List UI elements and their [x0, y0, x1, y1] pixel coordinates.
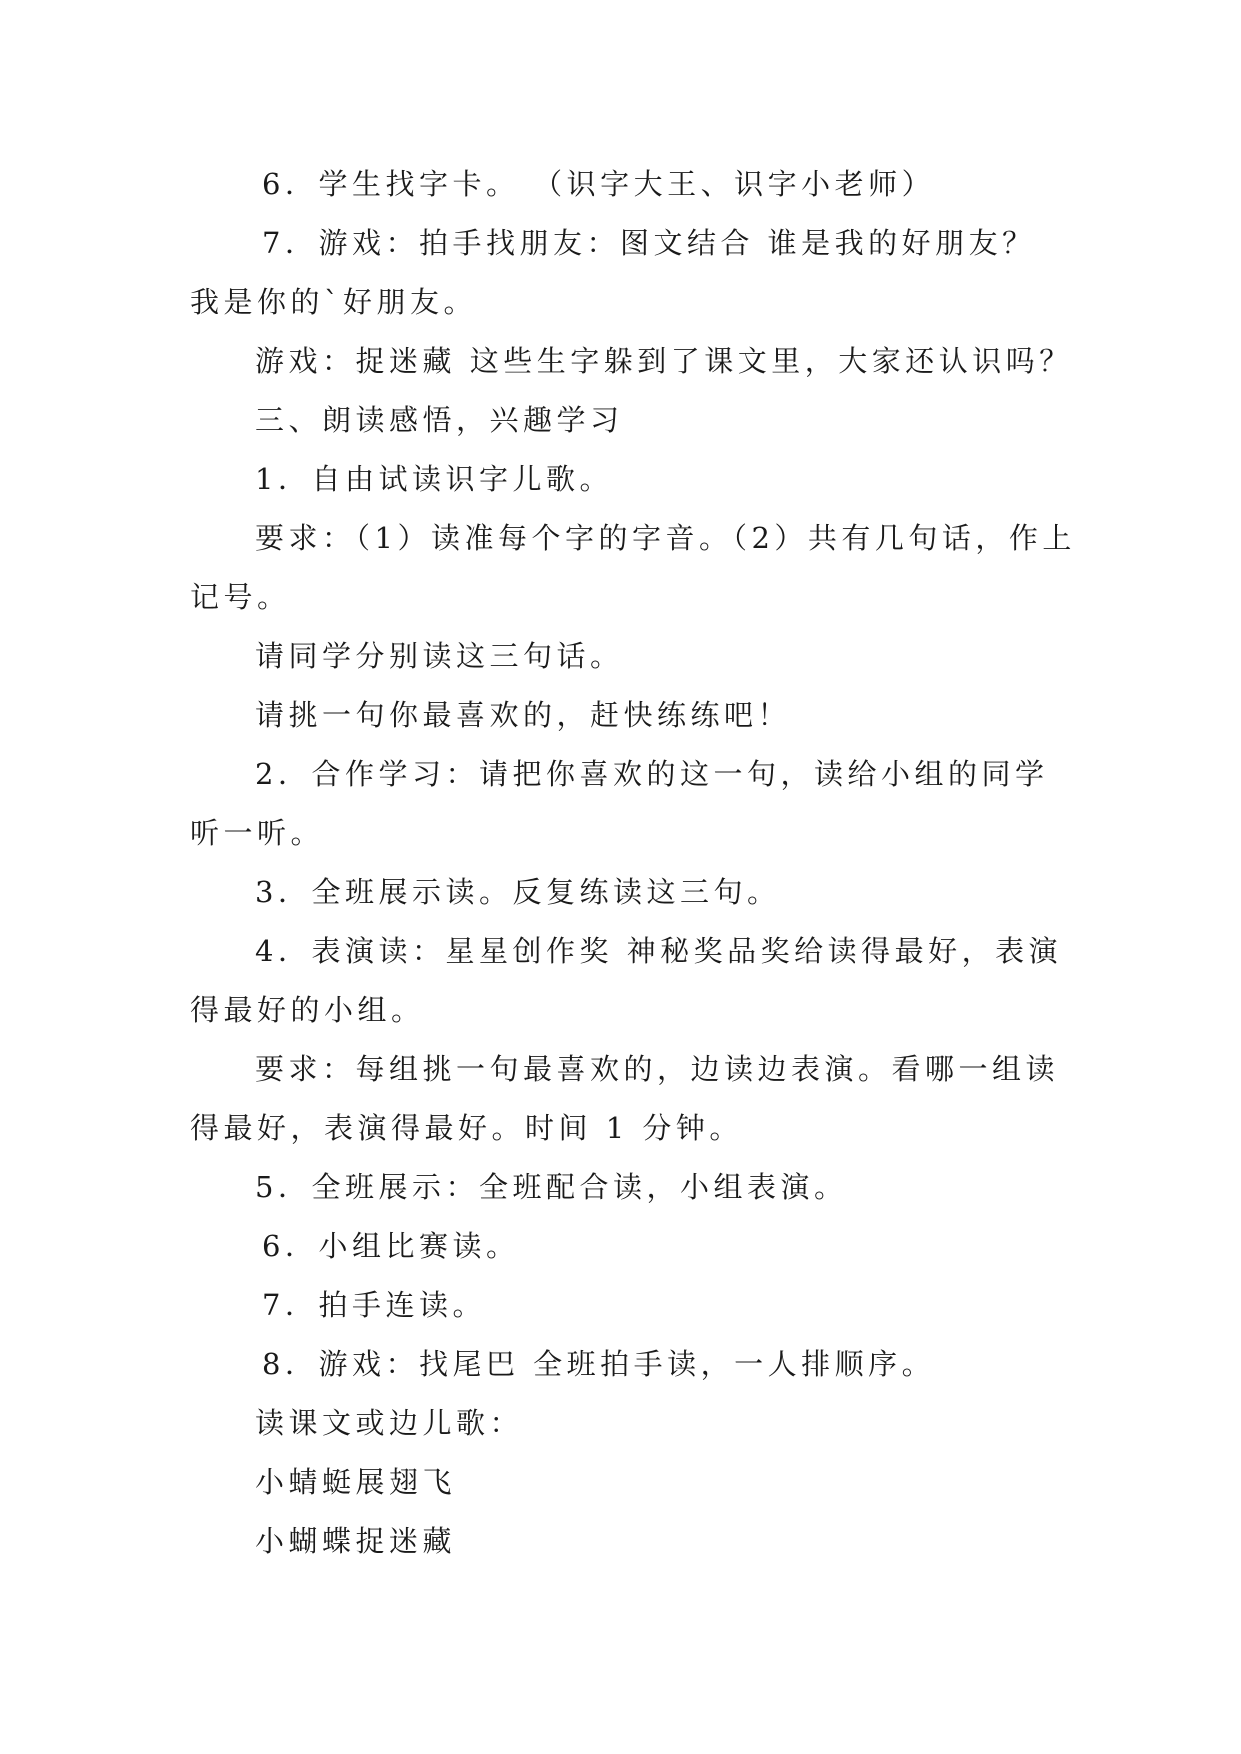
text-line: 得最好的小组。 — [190, 993, 425, 1027]
text-line: 游戏：捉迷藏 这些生字躲到了课文里，大家还认识吗？ — [255, 344, 1073, 378]
text-line: 小蝴蝶捉迷藏 — [255, 1524, 457, 1558]
text-line: 请同学分别读这三句话。 — [255, 639, 624, 673]
text-line: 2．合作学习：请把你喜欢的这一句，读给小组的同学 — [255, 757, 1049, 791]
text-line: 4．表演读：星星创作奖 神秘奖品奖给读得最好，表演 — [255, 934, 1063, 968]
text-line: 7．游戏：拍手找朋友：图文结合 谁是我的好朋友？ — [262, 226, 1036, 260]
text-line: 8．游戏：找尾巴 全班拍手读，一人排顺序。 — [262, 1347, 936, 1381]
text-line: 要求：每组挑一句最喜欢的，边读边表演。看哪一组读 — [255, 1052, 1060, 1086]
text-line: 3．全班展示读。反复练读这三句。 — [255, 875, 781, 909]
text-line: 读课文或边儿歌： — [255, 1406, 524, 1440]
text-line: 5．全班展示：全班配合读，小组表演。 — [255, 1170, 848, 1204]
section-heading: 三、朗读感悟，兴趣学习 — [255, 403, 624, 437]
text-line: 请挑一句你最喜欢的，赶快练练吧！ — [255, 698, 792, 732]
text-line: 7．拍手连读。 — [262, 1288, 486, 1322]
text-line: 我是你的`好朋友。 — [190, 285, 478, 319]
text-line: 记号。 — [190, 580, 291, 614]
text-line: 要求：（1）读准每个字的字音。（2）共有几句话，作上 — [255, 521, 1076, 555]
text-line: 听一听。 — [190, 816, 325, 850]
text-line: 得最好，表演得最好。时间 1 分钟。 — [190, 1111, 743, 1145]
text-line: 小蜻蜓展翅飞 — [255, 1465, 457, 1499]
text-line: 6．学生找字卡。 （识字大王、识字小老师） — [262, 167, 936, 201]
text-line: 1．自由试读识字儿歌。 — [255, 462, 613, 496]
text-line: 6．小组比赛读。 — [262, 1229, 520, 1263]
